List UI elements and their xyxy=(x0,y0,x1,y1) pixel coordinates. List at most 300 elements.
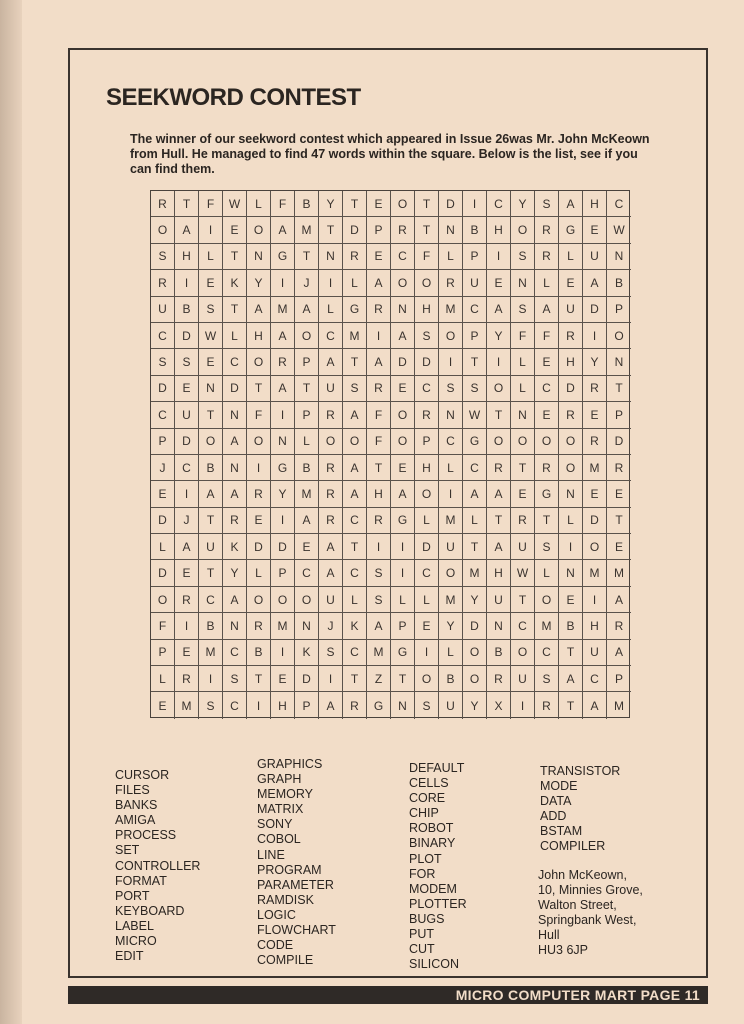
grid-cell: R xyxy=(271,349,295,375)
grid-cell: N xyxy=(319,244,343,270)
grid-cell: I xyxy=(247,455,271,481)
intro-paragraph: The winner of our seekword contest which appeared in Issue 26was Mr. John McKeown from Hull. He managed to find 47 words within the square. Below is the list, see if you can find them. xyxy=(130,132,650,176)
grid-cell: A xyxy=(271,323,295,349)
grid-cell: N xyxy=(391,692,415,718)
winner-address xyxy=(538,868,643,959)
grid-cell: T xyxy=(511,455,535,481)
word-list-item: CODE xyxy=(257,938,294,953)
grid-cell: J xyxy=(319,613,343,639)
grid-cell: C xyxy=(391,244,415,270)
grid-cell: D xyxy=(415,349,439,375)
grid-cell: P xyxy=(391,613,415,639)
grid-cell: O xyxy=(199,429,223,455)
word-list-item: MODEM xyxy=(409,881,457,896)
grid-cell: I xyxy=(463,191,487,217)
grid-cell: M xyxy=(583,455,607,481)
grid-cell: Y xyxy=(439,613,463,639)
grid-cell: H xyxy=(415,455,439,481)
grid-cell: O xyxy=(415,270,439,296)
address-line: 10, Minnies Grove, xyxy=(538,883,643,898)
grid-cell: E xyxy=(295,534,319,560)
grid-cell: A xyxy=(271,217,295,243)
grid-cell: T xyxy=(223,244,247,270)
grid-cell: T xyxy=(295,376,319,402)
word-list-item: COMPILE xyxy=(257,953,314,968)
grid-cell: M xyxy=(295,481,319,507)
grid-cell: C xyxy=(343,560,367,586)
grid-cell: T xyxy=(535,508,559,534)
word-list-column-4 xyxy=(540,764,620,855)
grid-cell: A xyxy=(343,481,367,507)
grid-cell: G xyxy=(271,244,295,270)
grid-cell: R xyxy=(247,613,271,639)
grid-cell: E xyxy=(511,481,535,507)
grid-cell: I xyxy=(367,323,391,349)
grid-cell: C xyxy=(439,429,463,455)
word-list-item: PLOTTER xyxy=(409,896,467,911)
grid-cell: O xyxy=(559,455,583,481)
grid-cell: T xyxy=(175,191,199,217)
grid-cell: A xyxy=(559,191,583,217)
grid-cell: E xyxy=(271,666,295,692)
grid-cell: C xyxy=(415,560,439,586)
grid-cell: I xyxy=(175,270,199,296)
grid-cell: T xyxy=(487,402,511,428)
grid-cell: Y xyxy=(271,481,295,507)
grid-cell: E xyxy=(583,402,607,428)
grid-cell: A xyxy=(367,613,391,639)
grid-cell: O xyxy=(415,666,439,692)
grid-cell: N xyxy=(559,560,583,586)
grid-cell: W xyxy=(463,402,487,428)
grid-cell: D xyxy=(415,534,439,560)
word-list-item: GRAPHICS xyxy=(257,757,323,771)
grid-cell: O xyxy=(247,217,271,243)
grid-cell: S xyxy=(439,376,463,402)
grid-cell: C xyxy=(223,692,247,718)
grid-cell: B xyxy=(295,191,319,217)
grid-cell: B xyxy=(607,270,631,296)
grid-cell: A xyxy=(391,481,415,507)
grid-cell: O xyxy=(391,402,415,428)
grid-cell: H xyxy=(583,613,607,639)
grid-cell: U xyxy=(319,376,343,402)
grid-cell: O xyxy=(391,429,415,455)
grid-cell: R xyxy=(151,191,175,217)
grid-cell: A xyxy=(223,587,247,613)
grid-cell: R xyxy=(583,429,607,455)
grid-cell: E xyxy=(415,613,439,639)
grid-cell: A xyxy=(343,402,367,428)
grid-cell: L xyxy=(223,323,247,349)
grid-cell: M xyxy=(199,640,223,666)
grid-cell: I xyxy=(271,508,295,534)
grid-cell: M xyxy=(463,560,487,586)
grid-cell: O xyxy=(439,560,463,586)
grid-cell: L xyxy=(319,297,343,323)
grid-cell: O xyxy=(343,429,367,455)
grid-cell: U xyxy=(511,534,535,560)
grid-cell: I xyxy=(271,640,295,666)
grid-cell: M xyxy=(439,587,463,613)
word-list-item: SONY xyxy=(257,817,293,832)
grid-cell: U xyxy=(463,270,487,296)
grid-cell: O xyxy=(511,429,535,455)
grid-cell: A xyxy=(295,297,319,323)
grid-cell: R xyxy=(391,217,415,243)
grid-cell: F xyxy=(511,323,535,349)
grid-cell: O xyxy=(487,376,511,402)
grid-cell: L xyxy=(511,349,535,375)
grid-cell: O xyxy=(391,191,415,217)
grid-cell: U xyxy=(151,297,175,323)
grid-cell: O xyxy=(151,587,175,613)
word-list-item: PROGRAM xyxy=(257,862,322,877)
grid-cell: S xyxy=(415,692,439,718)
grid-cell: A xyxy=(463,481,487,507)
grid-cell: T xyxy=(199,402,223,428)
grid-cell: A xyxy=(175,534,199,560)
wordsearch-grid xyxy=(150,190,630,718)
grid-cell: K xyxy=(343,613,367,639)
grid-cell: R xyxy=(367,376,391,402)
grid-cell: A xyxy=(535,297,559,323)
grid-cell: R xyxy=(175,666,199,692)
grid-cell: R xyxy=(487,666,511,692)
word-list-item: LOGIC xyxy=(257,907,296,922)
word-list-item: BANKS xyxy=(115,798,158,813)
grid-cell: O xyxy=(295,323,319,349)
word-list-item: ADD xyxy=(540,809,567,824)
grid-cell: U xyxy=(487,587,511,613)
grid-cell: Y xyxy=(463,692,487,718)
grid-cell: L xyxy=(559,244,583,270)
grid-cell: S xyxy=(151,244,175,270)
grid-cell: T xyxy=(511,587,535,613)
grid-cell: R xyxy=(583,376,607,402)
grid-cell: P xyxy=(271,560,295,586)
grid-cell: I xyxy=(583,323,607,349)
grid-cell: L xyxy=(415,508,439,534)
word-list-item: KEYBOARD xyxy=(115,903,185,918)
grid-cell: O xyxy=(247,587,271,613)
grid-cell: M xyxy=(295,217,319,243)
grid-cell: R xyxy=(415,402,439,428)
grid-cell: B xyxy=(295,455,319,481)
grid-cell: Y xyxy=(511,191,535,217)
grid-cell: E xyxy=(247,508,271,534)
word-list-item: SET xyxy=(115,843,140,858)
grid-cell: E xyxy=(535,349,559,375)
grid-cell: R xyxy=(559,323,583,349)
grid-cell: A xyxy=(175,217,199,243)
grid-cell: I xyxy=(367,534,391,560)
grid-cell: C xyxy=(583,666,607,692)
grid-cell: R xyxy=(223,508,247,534)
grid-cell: N xyxy=(439,217,463,243)
grid-cell: D xyxy=(583,508,607,534)
grid-cell: A xyxy=(487,297,511,323)
grid-cell: R xyxy=(343,244,367,270)
grid-cell: D xyxy=(607,429,631,455)
grid-cell: I xyxy=(271,270,295,296)
grid-cell: E xyxy=(535,402,559,428)
grid-cell: U xyxy=(439,692,463,718)
grid-cell: E xyxy=(607,534,631,560)
grid-cell: D xyxy=(151,508,175,534)
grid-cell: H xyxy=(487,217,511,243)
grid-cell: C xyxy=(151,402,175,428)
grid-cell: S xyxy=(535,666,559,692)
grid-cell: I xyxy=(487,349,511,375)
grid-cell: C xyxy=(487,191,511,217)
grid-cell: N xyxy=(487,613,511,639)
grid-cell: U xyxy=(199,534,223,560)
grid-cell: A xyxy=(583,692,607,718)
grid-cell: K xyxy=(223,534,247,560)
word-list-item: AMIGA xyxy=(115,813,156,828)
grid-cell: R xyxy=(535,244,559,270)
grid-cell: G xyxy=(535,481,559,507)
address-line: HU3 6JP xyxy=(538,943,589,958)
grid-cell: E xyxy=(199,270,223,296)
grid-cell: S xyxy=(175,349,199,375)
grid-cell: I xyxy=(271,402,295,428)
grid-cell: T xyxy=(559,692,583,718)
grid-cell: I xyxy=(415,640,439,666)
grid-cell: D xyxy=(463,613,487,639)
grid-cell: C xyxy=(175,455,199,481)
grid-cell: D xyxy=(223,376,247,402)
grid-cell: M xyxy=(271,613,295,639)
word-list-item: ROBOT xyxy=(409,821,454,836)
grid-cell: Y xyxy=(463,587,487,613)
grid-cell: R xyxy=(535,217,559,243)
grid-cell: B xyxy=(199,455,223,481)
grid-cell: F xyxy=(271,191,295,217)
word-list-item: MODE xyxy=(540,779,578,794)
word-list-item: GRAPH xyxy=(257,772,302,787)
grid-cell: H xyxy=(583,191,607,217)
grid-cell: R xyxy=(319,508,343,534)
grid-cell: G xyxy=(391,508,415,534)
word-list-item: CHIP xyxy=(409,806,439,821)
page-title: SEEKWORD CONTEST xyxy=(106,84,361,111)
grid-cell: R xyxy=(607,455,631,481)
grid-cell: O xyxy=(535,429,559,455)
grid-cell: G xyxy=(559,217,583,243)
grid-cell: I xyxy=(583,587,607,613)
grid-cell: P xyxy=(151,429,175,455)
grid-cell: O xyxy=(463,640,487,666)
grid-cell: E xyxy=(175,376,199,402)
grid-cell: C xyxy=(223,640,247,666)
grid-cell: A xyxy=(319,534,343,560)
grid-cell: J xyxy=(175,508,199,534)
grid-cell: T xyxy=(487,508,511,534)
grid-cell: H xyxy=(415,297,439,323)
grid-cell: T xyxy=(463,349,487,375)
grid-cell: H xyxy=(559,349,583,375)
word-list-item: PUT xyxy=(409,927,434,942)
grid-cell: F xyxy=(367,402,391,428)
grid-cell: T xyxy=(463,534,487,560)
grid-cell: I xyxy=(175,613,199,639)
grid-cell: G xyxy=(367,692,391,718)
word-list-item: MICRO xyxy=(115,934,157,949)
grid-cell: E xyxy=(391,455,415,481)
grid-cell: P xyxy=(415,429,439,455)
grid-cell: T xyxy=(607,376,631,402)
grid-cell: D xyxy=(151,560,175,586)
grid-cell: Y xyxy=(583,349,607,375)
page-spine xyxy=(0,0,22,1024)
grid-cell: N xyxy=(607,244,631,270)
grid-cell: A xyxy=(295,508,319,534)
grid-cell: A xyxy=(607,587,631,613)
grid-cell: A xyxy=(319,560,343,586)
grid-cell: T xyxy=(607,508,631,534)
grid-cell: C xyxy=(463,297,487,323)
grid-cell: U xyxy=(511,666,535,692)
grid-cell: O xyxy=(415,481,439,507)
grid-cell: Y xyxy=(223,560,247,586)
grid-cell: M xyxy=(367,640,391,666)
grid-cell: I xyxy=(199,666,223,692)
grid-cell: J xyxy=(295,270,319,296)
grid-cell: U xyxy=(175,402,199,428)
grid-cell: K xyxy=(223,270,247,296)
grid-cell: I xyxy=(199,217,223,243)
grid-cell: L xyxy=(151,534,175,560)
grid-cell: O xyxy=(511,640,535,666)
grid-cell: L xyxy=(151,666,175,692)
grid-cell: U xyxy=(439,534,463,560)
word-list-item: BSTAM xyxy=(540,824,583,839)
grid-cell: E xyxy=(223,217,247,243)
footer-page-label: MICRO COMPUTER MART PAGE 11 xyxy=(455,987,700,1003)
grid-cell: F xyxy=(415,244,439,270)
grid-cell: D xyxy=(151,376,175,402)
grid-cell: I xyxy=(319,666,343,692)
grid-cell: N xyxy=(223,402,247,428)
grid-cell: K xyxy=(295,640,319,666)
grid-cell: H xyxy=(487,560,511,586)
word-list-column-1 xyxy=(115,768,200,964)
grid-cell: D xyxy=(559,376,583,402)
grid-cell: M xyxy=(271,297,295,323)
grid-cell: N xyxy=(607,349,631,375)
grid-cell: C xyxy=(535,640,559,666)
grid-cell: S xyxy=(199,692,223,718)
grid-cell: T xyxy=(343,191,367,217)
grid-cell: A xyxy=(391,323,415,349)
grid-cell: M xyxy=(439,508,463,534)
word-list-item: SILICON xyxy=(409,957,460,972)
grid-cell: L xyxy=(439,455,463,481)
grid-cell: N xyxy=(391,297,415,323)
grid-cell: A xyxy=(271,376,295,402)
grid-cell: A xyxy=(319,692,343,718)
word-list-item: COBOL xyxy=(257,832,301,847)
grid-cell: N xyxy=(223,455,247,481)
grid-cell: A xyxy=(607,640,631,666)
word-list-item: MATRIX xyxy=(257,802,304,817)
grid-cell: N xyxy=(199,376,223,402)
grid-cell: T xyxy=(247,376,271,402)
grid-cell: M xyxy=(439,297,463,323)
grid-cell: H xyxy=(175,244,199,270)
grid-cell: S xyxy=(343,376,367,402)
grid-cell: C xyxy=(511,613,535,639)
grid-cell: S xyxy=(367,587,391,613)
grid-cell: W xyxy=(607,217,631,243)
grid-cell: E xyxy=(583,217,607,243)
word-list-item: LINE xyxy=(257,847,285,862)
word-list-item: FORMAT xyxy=(115,873,167,888)
grid-cell: F xyxy=(535,323,559,349)
grid-cell: D xyxy=(175,323,199,349)
grid-cell: P xyxy=(295,349,319,375)
grid-cell: R xyxy=(535,692,559,718)
grid-cell: L xyxy=(439,640,463,666)
grid-cell: F xyxy=(151,613,175,639)
grid-cell: E xyxy=(583,481,607,507)
grid-cell: X xyxy=(487,692,511,718)
grid-cell: G xyxy=(391,640,415,666)
grid-cell: T xyxy=(343,349,367,375)
grid-cell: C xyxy=(295,560,319,586)
grid-cell: I xyxy=(391,560,415,586)
grid-cell: U xyxy=(559,297,583,323)
grid-cell: D xyxy=(343,217,367,243)
grid-cell: T xyxy=(415,217,439,243)
grid-cell: O xyxy=(535,587,559,613)
grid-cell: P xyxy=(295,692,319,718)
grid-cell: T xyxy=(367,455,391,481)
grid-cell: B xyxy=(247,640,271,666)
grid-cell: E xyxy=(607,481,631,507)
grid-cell: Z xyxy=(367,666,391,692)
grid-cell: D xyxy=(583,297,607,323)
grid-cell: A xyxy=(367,349,391,375)
grid-cell: I xyxy=(391,534,415,560)
grid-cell: O xyxy=(391,270,415,296)
grid-cell: P xyxy=(607,402,631,428)
grid-cell: G xyxy=(463,429,487,455)
grid-cell: R xyxy=(151,270,175,296)
grid-cell: O xyxy=(439,323,463,349)
grid-cell: S xyxy=(367,560,391,586)
grid-cell: L xyxy=(511,376,535,402)
grid-cell: O xyxy=(607,323,631,349)
grid-cell: R xyxy=(367,508,391,534)
grid-cell: O xyxy=(319,429,343,455)
grid-cell: G xyxy=(271,455,295,481)
grid-cell: P xyxy=(463,244,487,270)
grid-cell: A xyxy=(223,481,247,507)
grid-cell: M xyxy=(583,560,607,586)
grid-cell: P xyxy=(295,402,319,428)
grid-cell: R xyxy=(535,455,559,481)
grid-cell: T xyxy=(199,508,223,534)
grid-cell: R xyxy=(487,455,511,481)
grid-cell: P xyxy=(607,666,631,692)
grid-cell: T xyxy=(415,191,439,217)
grid-cell: L xyxy=(343,587,367,613)
grid-cell: S xyxy=(223,666,247,692)
word-list-item: PARAMETER xyxy=(257,877,334,892)
